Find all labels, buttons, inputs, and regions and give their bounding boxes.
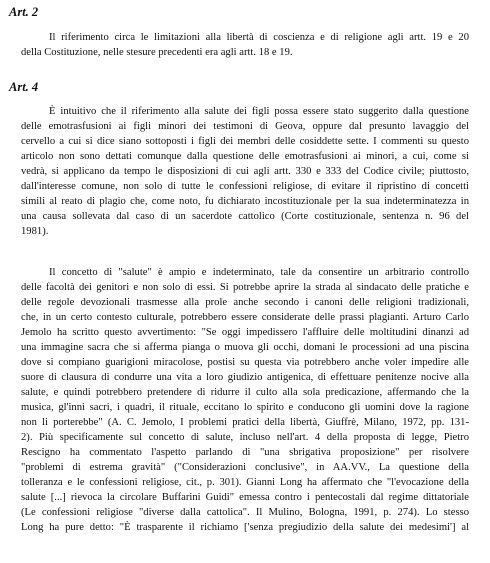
- text-line: delle regole devozionali trasmesse alla prole anche secondo i canoni delle religioni tradizionali,: [21, 297, 469, 308]
- text-line: cervello a cui si dice siano sottoposti i figli dei membri delle cosiddette sette. I commenti su questo: [21, 136, 469, 147]
- text-line: della Costituzione, nelle stesure precedenti era agli artt. 18 e 19.: [21, 47, 293, 58]
- text-line: una immagine sacra che si afferma pianga o muova gli occhi, domani le processioni ad una piscina: [21, 342, 469, 353]
- text-line: delle facoltà dei genitori e non solo di essi. Si potrebbe aprire la strada al sindacato delle pratiche e: [21, 282, 469, 293]
- text-line: una causa sollevata dal caso di un sacerdote cattolico (Corte costituzionale, sentenza n. 96 del: [21, 211, 469, 222]
- text-line: Il concetto di "salute" è ampio e indeterminato, tale da consentire un arbitrario controllo: [49, 267, 469, 278]
- text-line: salute, e quindi potrebbero pretendere di ridurre il culto alla sola predicazione, affermando che la: [21, 387, 469, 398]
- text-line: È intuitivo che il riferimento alla salute dei figli possa essere stato suggerito dalla questione: [49, 106, 469, 117]
- text-line: Il riferimento circa le limitazioni alla libertà di coscienza e di religione agli artt. 19 e 20: [49, 32, 469, 43]
- text-line: salute [...] rievoca la circolare Buffarini Guidi" emessa contro i pentecostali dal regime dittatoriale: [21, 492, 469, 503]
- text-line: simili al reato di plagio che, come noto, fu dichiarato incostituzionale per la sua indeterminatezza in: [21, 196, 469, 207]
- text-line: delle emotrasfusioni ai figli minori dei testimoni di Geova, oppure dal presunto lavaggio del: [21, 121, 469, 132]
- text-line: Jemolo ha scritto questo avvertimento: "Se oggi impedissero l'affluire delle moltitudini dinanzi ad: [21, 327, 469, 338]
- art2-paragraph: [21, 30, 469, 60]
- art4-paragraph-2: [21, 265, 469, 535]
- text-line: 1981).: [21, 226, 49, 237]
- text-line: vedrà, si applicano da tempo le disposizioni di cui agli artt. 330 e 333 del Codice civile; piuttosto,: [21, 166, 469, 177]
- art4-heading: Art. 4: [9, 80, 39, 94]
- text-line: che, in un certo contesto culturale, potrebbero essere considerate delle prassi plagianti. Arturo Carlo: [21, 312, 469, 323]
- text-line: dall'interesse comune, non solo di tutte le confessioni religiose, di evitare il ripristino di concetti: [21, 181, 469, 192]
- text-line: suore di clausura di condurre una vita a loro giudizio antigenica, di effettuare penitenze nocive alla: [21, 372, 469, 383]
- text-line: 2). Più specificamente sul concetto di salute, incluso nell'art. 4 della proposta di legge, Pietro: [21, 432, 469, 443]
- text-line: Rescigno ha commentato l'aspetto parlando di "una sbrigativa proposizione" per risolvere: [21, 447, 469, 458]
- text-line: musica, gl'inni sacri, i quadri, il rituale, eccitano lo spirito e conducono gli uomini dove la ragione: [21, 402, 469, 413]
- text-line: non li porterebbe" (A. C. Jemolo, I problemi pratici della libertà, Giuffrè, Milano, 1972, pp. 131-: [21, 417, 469, 428]
- text-line: tolleranza e le confessioni religiose, cit., p. 301). Gianni Long ha affermato che "l'evocazione della: [21, 477, 469, 488]
- text-line: articolo non sono dettati comunque dalla questione delle emotrasfusioni ai minori, a cui, come si: [21, 151, 469, 162]
- art4-paragraph-1: [21, 104, 469, 239]
- text-line: Long ha pure detto: "È trasparente il richiamo ['senza pregiudizio della salute dei medesimi'] al: [21, 522, 469, 533]
- text-line: "problemi di estrema gravità" ("Considerazioni conclusive", in AA.VV., La questione della: [21, 462, 469, 473]
- text-line: dove si compiano guarigioni miracolose, postisi su questa via potrebbero anche voler impedire alle: [21, 357, 469, 368]
- art2-heading: Art. 2: [9, 5, 39, 19]
- text-line: (Le confessioni religiose "diverse dalla cattolica". Il Mulino, Bologna, 1991, p. 274). Lo stesso: [21, 507, 469, 518]
